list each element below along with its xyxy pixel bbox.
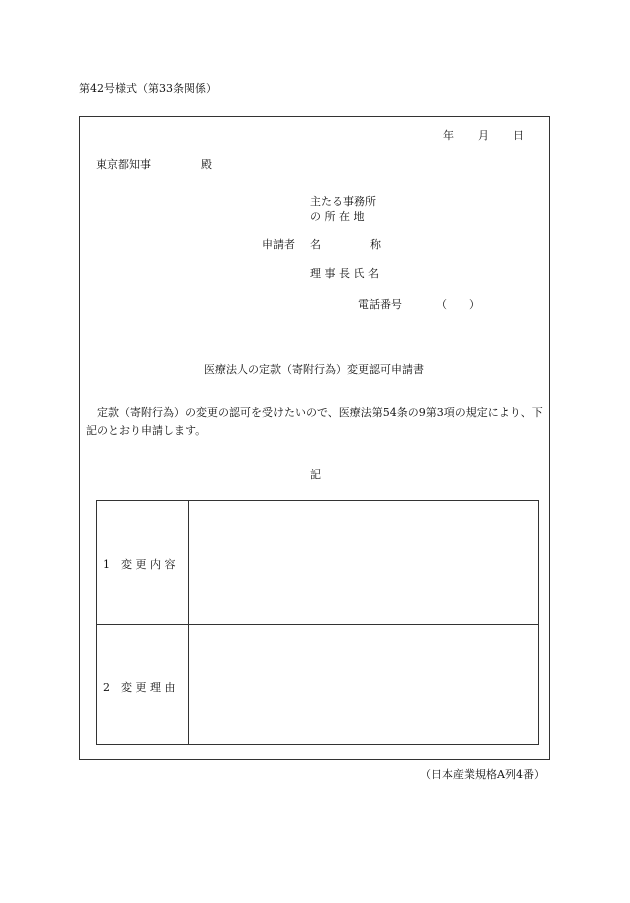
footer-note: （日本産業規格A列4番） — [420, 768, 545, 781]
director-label: 理 事 長 氏 名 — [310, 267, 379, 280]
table-cell-content[interactable] — [189, 501, 538, 623]
phone-paren: （ ） — [436, 298, 480, 311]
table-row-label: 1 変 更 内 容 — [103, 558, 176, 571]
date-month: 月 — [478, 129, 489, 142]
phone-label: 電話番号 — [358, 298, 402, 311]
name-label-2: 称 — [370, 238, 381, 251]
address-label-2: の 所 在 地 — [310, 210, 365, 223]
change-table — [96, 500, 539, 745]
addressee-honorific: 殿 — [201, 158, 212, 171]
ki-heading: 記 — [310, 468, 321, 481]
document-title: 医療法人の定款（寄附行為）変更認可申請書 — [204, 363, 424, 376]
date-year: 年 — [443, 129, 454, 142]
addressee-name: 東京都知事 — [96, 158, 151, 171]
table-row-label: 2 変 更 理 由 — [103, 681, 176, 694]
address-label-1: 主たる事務所 — [310, 195, 376, 208]
applicant-label: 申請者 — [262, 238, 295, 251]
name-label-1: 名 — [310, 238, 321, 251]
body-text: 定款（寄附行為）の変更の認可を受けたいので、医療法第54条の9第3項の規定により、下記のとおり申請します。 — [86, 406, 543, 437]
table-cell-reason[interactable] — [189, 625, 538, 744]
form-number: 第42号様式（第33条関係） — [79, 82, 217, 95]
date-day: 日 — [513, 129, 524, 142]
